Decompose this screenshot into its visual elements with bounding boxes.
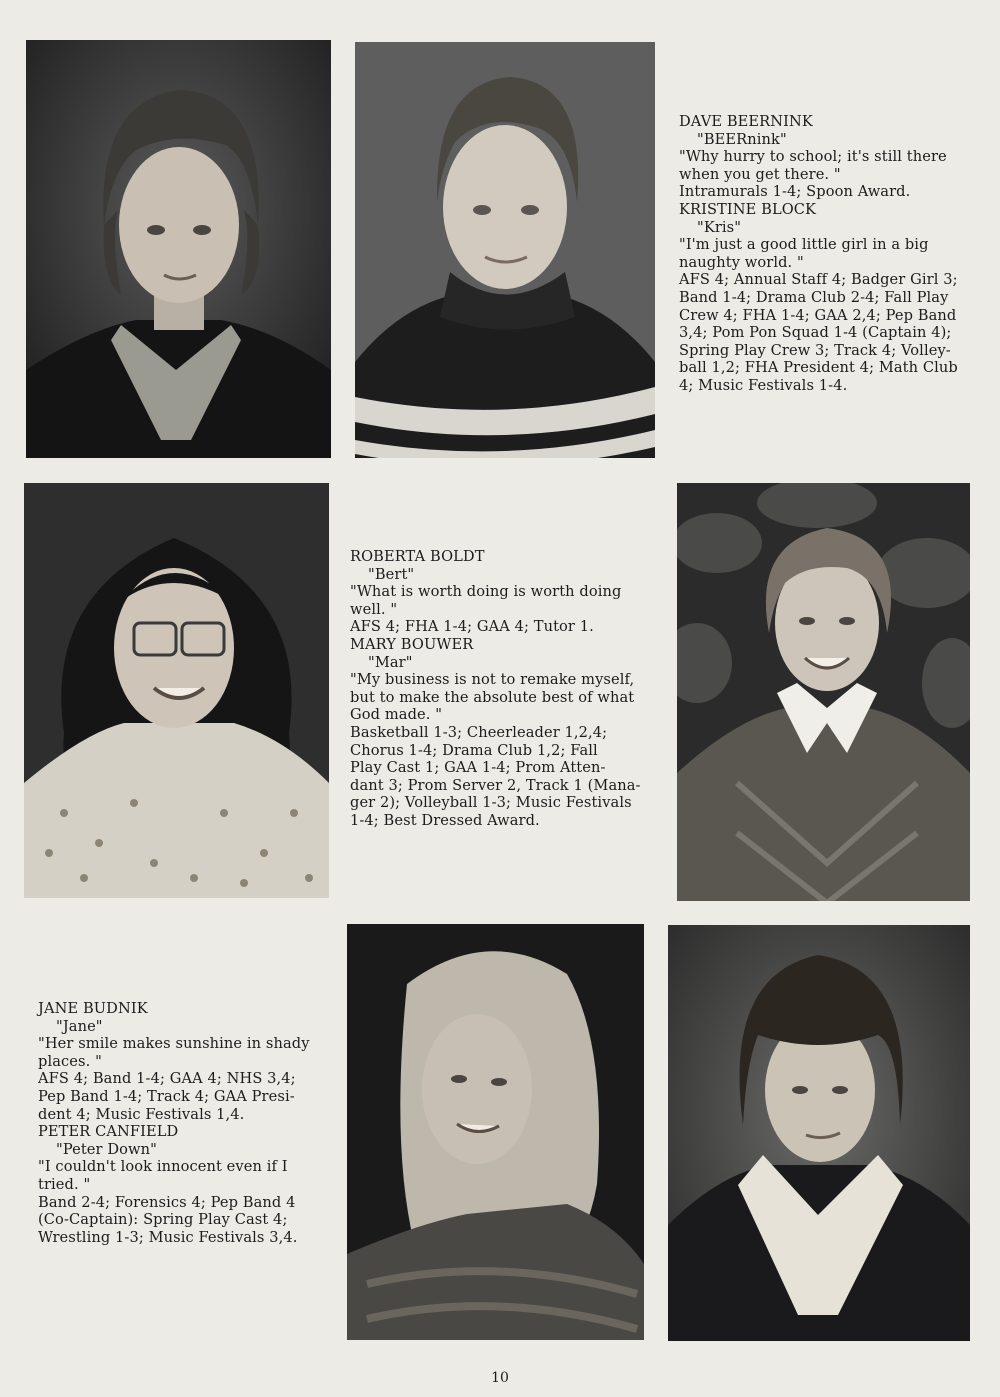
student-activities-line: Basketball 1-3; Cheerleader 1,2,4; <box>350 723 608 741</box>
student-activities-line: Play Cast 1; GAA 1-4; Prom Atten- <box>350 759 606 777</box>
student-entry <box>350 636 670 830</box>
student-nickname: "Kris" <box>697 218 742 236</box>
student-activities-line: Spring Play Crew 3; Track 4; Volley- <box>679 341 951 359</box>
student-name: PETER CANFIELD <box>38 1123 179 1141</box>
student-nickname: "Jane" <box>56 1017 103 1035</box>
student-activities-line: AFS 4; FHA 1-4; GAA 4; Tutor 1. <box>350 618 594 636</box>
student-activities-line: AFS 4; Annual Staff 4; Badger Girl 3; <box>679 271 958 289</box>
student-activities-line: 1-4; Best Dressed Award. <box>350 811 540 829</box>
student-nickname: "Peter Down" <box>56 1140 157 1158</box>
student-quote-line: "Her smile makes sunshine in shady <box>38 1035 310 1053</box>
student-activities-line: AFS 4; Band 1-4; GAA 4; NHS 3,4; <box>38 1070 296 1088</box>
student-entry <box>38 1000 338 1123</box>
student-entry <box>679 201 984 395</box>
page-number: 10 <box>491 1370 509 1386</box>
student-activities-line: Intramurals 1-4; Spoon Award. <box>679 183 911 201</box>
roberta-boldt-photo <box>24 483 329 898</box>
student-quote-line: naughty world. " <box>679 253 804 271</box>
student-quote-line: well. " <box>350 600 398 618</box>
student-activities-line: 4; Music Festivals 1-4. <box>679 376 848 394</box>
student-nickname: "BEERnink" <box>697 130 787 148</box>
student-activities-line: dant 3; Prom Server 2, Track 1 (Mana- <box>350 776 641 794</box>
student-quote-line: "Why hurry to school; it's still there <box>679 148 947 166</box>
student-activities-line: Chorus 1-4; Drama Club 1,2; Fall <box>350 741 598 759</box>
bio-block-bottom-left <box>38 1000 338 1246</box>
student-activities-line: Wrestling 1-3; Music Festivals 3,4. <box>38 1228 298 1246</box>
student-quote-line: tried. " <box>38 1175 91 1193</box>
student-quote-line: "What is worth doing is worth doing <box>350 583 622 601</box>
student-nickname: "Mar" <box>368 653 413 671</box>
student-nickname: "Bert" <box>368 565 415 583</box>
student-name: DAVE BEERNINK <box>679 113 813 130</box>
student-entry <box>38 1123 338 1246</box>
student-quote-line: God made. " <box>350 706 443 724</box>
student-quote-line: "My business is not to remake myself, <box>350 671 635 689</box>
student-quote-line: "I'm just a good little girl in a big <box>679 236 929 254</box>
dave-beernink-photo <box>26 40 331 458</box>
student-name: MARY BOUWER <box>350 635 474 653</box>
peter-canfield-photo <box>668 925 970 1341</box>
student-activities-line: Crew 4; FHA 1-4; GAA 2,4; Pep Band <box>679 306 957 324</box>
student-activities-line: (Co-Captain): Spring Play Cast 4; <box>38 1211 288 1229</box>
student-activities-line: Band 1-4; Drama Club 2-4; Fall Play <box>679 288 949 306</box>
student-activities-line: dent 4; Music Festivals 1,4. <box>38 1105 245 1123</box>
student-quote-line: when you get there. " <box>679 165 841 183</box>
student-name: KRISTINE BLOCK <box>679 200 817 218</box>
kristine-block-photo <box>355 42 655 458</box>
student-entry <box>350 548 670 636</box>
student-name: ROBERTA BOLDT <box>350 548 485 565</box>
student-activities-line: Band 2-4; Forensics 4; Pep Band 4 <box>38 1193 296 1211</box>
student-quote-line: "I couldn't look innocent even if I <box>38 1158 288 1176</box>
student-entry <box>679 113 984 201</box>
jane-budnik-photo <box>347 924 644 1340</box>
mary-bouwer-photo <box>677 483 970 901</box>
bio-block-top-right <box>679 113 984 395</box>
student-quote-line: places. " <box>38 1052 102 1070</box>
student-activities-line: Pep Band 1-4; Track 4; GAA Presi- <box>38 1087 295 1105</box>
student-name: JANE BUDNIK <box>38 1000 148 1017</box>
bio-block-middle <box>350 548 670 830</box>
student-activities-line: 3,4; Pom Pon Squad 1-4 (Captain 4); <box>679 324 952 342</box>
student-activities-line: ball 1,2; FHA President 4; Math Club <box>679 359 958 377</box>
student-activities-line: ger 2); Volleyball 1-3; Music Festivals <box>350 794 632 812</box>
student-quote-line: but to make the absolute best of what <box>350 688 635 706</box>
